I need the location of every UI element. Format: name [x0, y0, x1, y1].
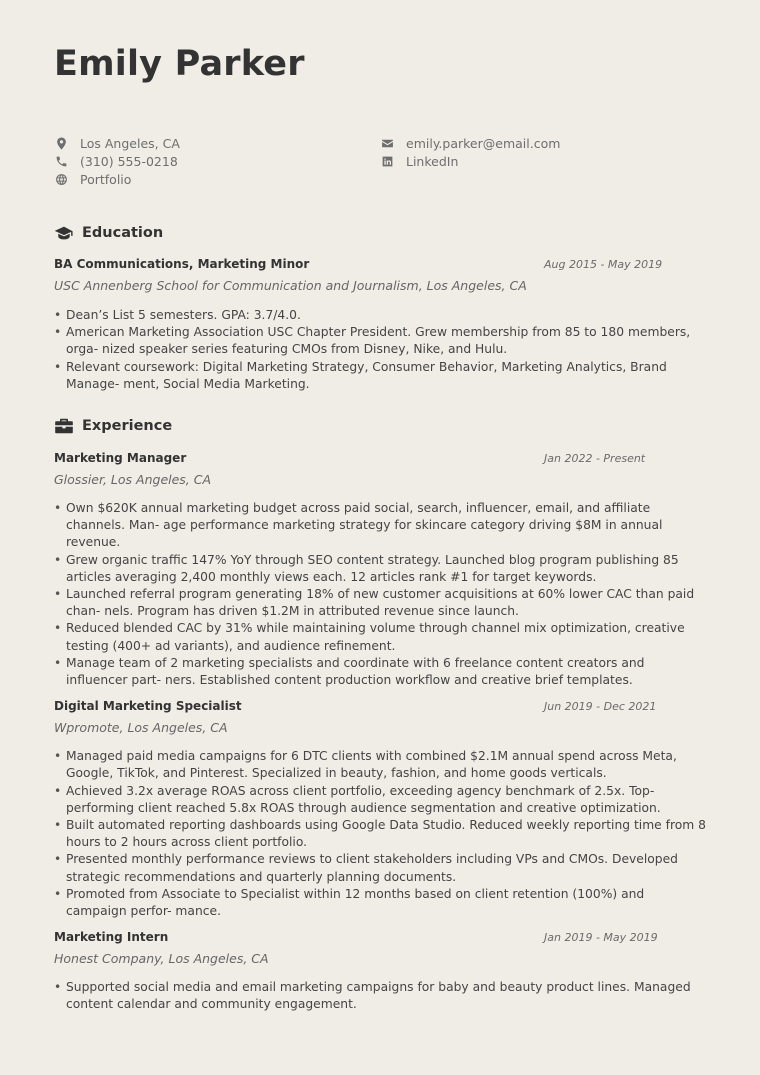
job-date: Jun 2019 - Dec 2021 — [544, 699, 657, 713]
education-heading: Education — [54, 223, 706, 243]
list-item: • Manage team of 2 marketing specialists and coordinate with 6 freelance content creators and influencer part- ners. Established content production workflow and creative brief templates. — [54, 655, 706, 689]
list-item: • Grew organic traffic 147% YoY through SEO content strategy. Launched blog program publishing 85 articles averaging 2,400 monthly views each. 12 articles rank #1 for target keywords. — [54, 552, 706, 586]
list-item: • Launched referral program generating 18% of new customer acquisitions at 60% lower CAC than paid chan- nels. Program has driven $1.2M in attributed revenue since launch. — [54, 586, 706, 620]
linkedin-icon — [380, 154, 394, 168]
briefcase-icon — [54, 418, 74, 434]
job-date: Jan 2019 - May 2019 — [544, 930, 658, 944]
contact-column-right — [380, 134, 560, 170]
phone-icon — [54, 154, 68, 168]
job-title: Digital Marketing Specialist — [54, 699, 242, 714]
list-item: • Achieved 3.2x average ROAS across client portfolio, exceeding agency benchmark of 2.5x. Top-performing client reached 5.8x ROAS through audience segmentation and creative optimization. — [54, 783, 706, 817]
experience-entry-3 — [54, 928, 706, 1013]
experience-entry-2 — [54, 697, 706, 920]
education-entry — [54, 255, 706, 393]
globe-icon — [54, 172, 68, 186]
linkedin-link[interactable]: LinkedIn — [406, 153, 459, 169]
list-item: • Presented monthly performance reviews to client stakeholders including VPs and CMOs. Developed strategic recommendations and quarterly planning documents. — [54, 851, 706, 885]
contact-portfolio[interactable] — [54, 170, 180, 188]
education-bullets — [54, 307, 706, 393]
list-item: • Built automated reporting dashboards using Google Data Studio. Reduced weekly reporting time from 8 hours to 2 hours across client portfolio. — [54, 817, 706, 851]
contact-phone — [54, 152, 180, 170]
contact-linkedin[interactable] — [380, 152, 560, 170]
list-item: • Reduced blended CAC by 31% while maintaining volume through channel mix optimization, creative testing (400+ ad variants), and audience refinement. — [54, 620, 706, 654]
experience-entry-1 — [54, 449, 706, 689]
location-text: Los Angeles, CA — [80, 135, 180, 151]
experience-section — [54, 416, 706, 1014]
experience-heading: Experience — [54, 416, 706, 436]
degree-date: Aug 2015 - May 2019 — [544, 257, 663, 271]
degree-title: BA Communications, Marketing Minor — [54, 257, 310, 271]
list-item: • Promoted from Associate to Specialist within 12 months based on client retention (100%) and campaign perfor- mance. — [54, 886, 706, 920]
job-bullets — [54, 500, 706, 689]
list-item: • Managed paid media campaigns for 6 DTC clients with combined $2.1M annual spend across Meta, Google, TikTok, and Pinterest. Specialized in beauty, fashion, and home goods verticals. — [54, 748, 706, 782]
company-name: Glossier, Los Angeles, CA — [54, 472, 212, 487]
list-item: • Own $620K annual marketing budget across paid social, search, influencer, email, and affiliate channels. Man- age performance marketing strategy for skincare category driving $8M in annual revenue. — [54, 500, 706, 552]
school-name: USC Annenberg School for Communication and Journalism, Los Angeles, CA — [54, 278, 527, 293]
graduation-cap-icon — [54, 225, 74, 241]
email-link[interactable]: emily.parker@email.com — [406, 135, 561, 151]
contact-column-left — [54, 134, 180, 188]
map-pin-icon — [54, 136, 68, 150]
job-bullets — [54, 748, 706, 920]
candidate-name: Emily Parker — [54, 44, 305, 84]
contact-location — [54, 134, 180, 152]
phone-text: (310) 555-0218 — [80, 153, 178, 169]
job-title: Marketing Manager — [54, 451, 187, 465]
envelope-icon — [380, 136, 394, 150]
contact-email[interactable] — [380, 134, 560, 152]
company-name: Honest Company, Los Angeles, CA — [54, 951, 269, 967]
education-section — [54, 223, 706, 393]
list-item: • Supported social media and email marketing campaigns for baby and beauty product lines. Managed content calendar and community engagement. — [54, 979, 706, 1013]
list-item: • American Marketing Association USC Chapter President. Grew membership from 85 to 180 members, orga- nized speaker series featuring CMOs from Disney, Nike, and Hulu. — [54, 324, 706, 358]
job-date: Jan 2022 - Present — [544, 451, 646, 465]
job-bullets — [54, 979, 706, 1013]
job-title: Marketing Intern — [54, 930, 169, 945]
list-item: • Relevant coursework: Digital Marketing Strategy, Consumer Behavior, Marketing Analytics, Brand Manage- ment, Social Media Marketing. — [54, 359, 706, 393]
portfolio-link[interactable]: Portfolio — [80, 171, 132, 187]
list-item: • Dean’s List 5 semesters. GPA: 3.7/4.0. — [54, 307, 706, 324]
company-name: Wpromote, Los Angeles, CA — [54, 720, 228, 736]
